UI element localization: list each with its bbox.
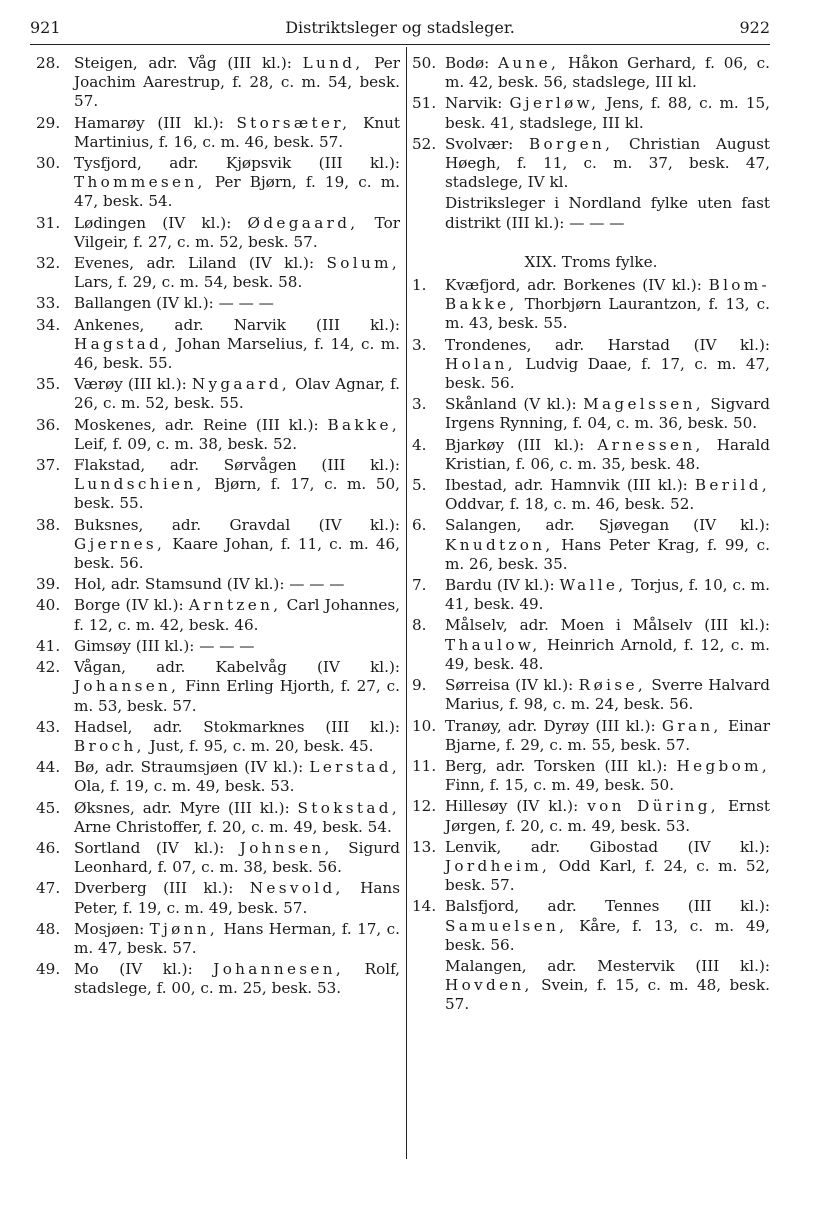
entry-text — [445, 436, 770, 474]
troms-entries — [412, 276, 770, 1015]
entry-district: Øksnes, adr. Myre (III kl.): — [74, 798, 298, 817]
entry-text — [74, 920, 400, 958]
entry-text — [445, 94, 770, 132]
entry-surname: Tjønn, — [149, 919, 219, 938]
list-item — [36, 920, 400, 958]
entry-district: Bodø: — [445, 54, 499, 72]
entry-surname: Lundschien, — [74, 475, 205, 494]
entry-surname: Lund, — [302, 54, 364, 72]
entry-text — [445, 957, 770, 1015]
entry-district: Buksnes, adr. Gravdal (IV kl.): — [74, 515, 400, 534]
entry-district: Svolvær: — [445, 134, 529, 153]
entry-details: Christian August Høegh, f. 11, c. m. 37, besk. 47, stadslege, IV kl. — [445, 134, 771, 192]
entry-details: Kaare Johan, f. 11, c. m. 46, besk. 56. — [74, 534, 400, 573]
entry-number: 42. — [36, 658, 61, 677]
entry-text — [74, 596, 400, 634]
entry-number: 14. — [412, 897, 437, 916]
entry-district: Skånland (V kl.): — [445, 395, 584, 414]
page-header — [30, 18, 770, 45]
entry-details: Hans Herman, f. 17, c. m. 47, besk. 57. — [74, 919, 401, 957]
entry-district: Dverberg (III kl.): — [74, 879, 250, 898]
entry-text — [445, 797, 770, 835]
entry-surname: Thaulow, — [445, 635, 541, 654]
entry-number: 41. — [36, 636, 61, 655]
entry-district: Bjarkøy (III kl.): — [445, 435, 598, 454]
entry-number: 5. — [412, 476, 427, 495]
entry-details: Svein, f. 15, c. m. 48, besk. 57. — [445, 976, 770, 1014]
entry-text — [74, 375, 400, 413]
entry-surname: Gjernes, — [74, 534, 166, 553]
entry-text — [445, 616, 770, 674]
list-item — [36, 575, 400, 594]
page-number-left: 921 — [30, 18, 61, 37]
entry-text — [445, 897, 770, 955]
entry-surname: Berild, — [694, 476, 770, 495]
entry-number: 36. — [36, 415, 61, 434]
page-number-right: 922 — [739, 18, 770, 37]
entry-text — [445, 135, 770, 193]
entry-surname: Johansen, — [74, 677, 180, 696]
entry-surname: Johnsen, — [239, 838, 333, 857]
entry-surname: Stokstad, — [297, 798, 400, 817]
list-item — [36, 960, 400, 998]
entry-details: Tor Vilgeir, f. 27, c. m. 52, besk. 57. — [74, 213, 400, 251]
list-item — [36, 596, 400, 634]
entry-district: Mosjøen: — [74, 919, 150, 938]
page-title: Distriktsleger og stadsleger. — [285, 18, 515, 37]
entry-district: Mo (IV kl.): — [74, 960, 214, 979]
list-item — [412, 94, 770, 132]
entry-district: Hamarøy (III kl.): — [74, 113, 237, 132]
list-item — [36, 154, 400, 212]
entry-text — [74, 758, 400, 796]
entry-details: Finn Erling Hjorth, f. 27, c. m. 53, besk. 57. — [74, 677, 400, 715]
entry-text — [445, 516, 770, 574]
entry-district: Flakstad, adr. Sørvågen (III kl.): — [74, 456, 400, 475]
entry-surname: Johannesen, — [213, 960, 345, 979]
list-item — [412, 336, 770, 394]
list-item — [412, 276, 770, 334]
list-item — [36, 214, 400, 252]
entry-text — [445, 757, 770, 795]
entry-details: Odd Karl, f. 24, c. m. 52, besk. 57. — [445, 856, 770, 895]
list-item — [36, 879, 400, 917]
entry-text — [445, 838, 770, 896]
entry-number: 8. — [412, 616, 427, 635]
entry-details: Hans Peter Krag, f. 99, c. m. 26, besk. 35. — [445, 535, 770, 573]
entry-details: Carl Johannes, f. 12, c. m. 42, besk. 46. — [74, 596, 400, 634]
entry-text — [74, 575, 400, 594]
entry-number: 44. — [36, 758, 61, 777]
list-item — [412, 676, 770, 714]
entry-number: 3. — [412, 395, 427, 414]
entry-text — [74, 960, 400, 998]
entry-details: Just, f. 95, c. m. 20, besk. 45. — [144, 736, 374, 755]
entry-text — [74, 718, 400, 756]
entry-text — [74, 799, 400, 837]
entry-surname: Walle, — [559, 576, 627, 595]
entry-surname: Gjerløw, — [509, 94, 600, 113]
entry-number: 47. — [36, 879, 61, 898]
entry-number: 33. — [36, 294, 61, 313]
list-item — [36, 799, 400, 837]
entry-text — [74, 416, 400, 454]
entry-text — [74, 456, 400, 514]
entry-details: Harald Kristian, f. 06, c. m. 35, besk. 48. — [445, 435, 770, 473]
entry-surname: Nesvold, — [249, 879, 344, 898]
entry-number: 1. — [412, 276, 427, 295]
entry-details: Heinrich Arnold, f. 12, c. m. 49, besk. 48. — [445, 635, 770, 673]
section-title: XIX. Troms fylke. — [524, 252, 658, 271]
entry-details: Ola, f. 19, c. m. 49, besk. 53. — [74, 777, 295, 796]
entry-text — [74, 54, 400, 112]
entry-district: Ankenes, adr. Narvik (III kl.): — [74, 315, 400, 334]
entry-number: 50. — [412, 54, 437, 72]
entry-surname: Borgen, — [528, 134, 614, 153]
entry-details: Per Joachim Aarestrup, f. 28, c. m. 54, besk. 57. — [74, 54, 400, 111]
entry-details: Thorbjørn Laurantzon, f. 13, c. m. 43, besk. 55. — [445, 295, 770, 333]
entry-text — [74, 637, 400, 656]
entry-text — [74, 294, 400, 313]
entry-number: 34. — [36, 315, 61, 334]
list-item — [36, 637, 400, 656]
entry-details: Knut Martinius, f. 16, c. m. 46, besk. 57. — [74, 113, 400, 151]
list-item — [412, 717, 770, 755]
list-item — [412, 616, 770, 674]
entry-details: Olav Agnar, f. 26, c. m. 52, besk. 55. — [74, 375, 400, 413]
entry-details: Leif, f. 09, c. m. 38, besk. 52. — [74, 434, 298, 453]
list-item — [36, 254, 400, 292]
entry-text — [445, 54, 770, 92]
entry-text — [445, 194, 770, 232]
entry-surname: Broch, — [74, 736, 145, 755]
entry-text — [74, 214, 400, 252]
entry-surname: Ødegaard, — [247, 213, 359, 232]
entry-number: 31. — [36, 213, 61, 232]
entry-details: Arne Christoffer, f. 20, c. m. 49, besk. 54. — [74, 817, 392, 836]
entry-surname: Bakke, — [327, 415, 400, 434]
entry-district: Steigen, adr. Våg (III kl.): — [74, 54, 303, 72]
entry-surname: Samuelsen, — [445, 916, 568, 935]
entry-details: Oddvar, f. 18, c. m. 46, besk. 52. — [445, 495, 695, 514]
entry-details: Hans Peter, f. 19, c. m. 49, besk. 57. — [74, 879, 400, 917]
entry-surname: Blom-Bakke, — [445, 276, 770, 314]
list-item — [412, 516, 770, 574]
right-column — [412, 54, 770, 1017]
entry-text — [445, 476, 770, 514]
entry-number: 51. — [412, 94, 437, 113]
entry-surname: von Düring, — [587, 797, 719, 816]
entry-surname: Gran, — [661, 716, 722, 735]
entry-details: Ludvig Daae, f. 17, c. m. 47, besk. 56. — [445, 354, 770, 393]
list-item — [412, 395, 770, 433]
entry-district: Vågan, adr. Kabelvåg (IV kl.): — [74, 658, 400, 677]
entry-number: 9. — [412, 676, 427, 695]
entry-text — [74, 879, 400, 917]
entry-district: Malangen, adr. Mestervik (III kl.): — [445, 956, 770, 975]
entry-number: 35. — [36, 375, 61, 394]
entry-surname: Hovden, — [445, 976, 533, 995]
entry-district: Hillesøy (IV kl.): — [445, 797, 588, 816]
entry-surname: Arntzen, — [188, 596, 282, 615]
entry-details: Kåre, f. 13, c. m. 49, besk. 56. — [445, 916, 770, 954]
entry-number: 12. — [412, 797, 437, 816]
entry-details: Håkon Gerhard, f. 06, c. m. 42, besk. 56, stadslege, III kl. — [445, 54, 770, 92]
list-item — [412, 194, 770, 232]
entry-text — [74, 254, 400, 292]
list-item — [412, 957, 770, 1015]
entry-number: 45. — [36, 798, 61, 817]
entry-surname: Knudtzon, — [445, 535, 554, 554]
entry-details: Rolf, stadslege, f. 00, c. m. 25, besk. 53. — [74, 960, 400, 998]
entry-district: Berg, adr. Torsken (III kl.): — [445, 756, 677, 775]
column-divider — [406, 47, 407, 1159]
entry-details: Einar Bjarne, f. 29, c. m. 55, besk. 57. — [445, 716, 770, 754]
entry-number: 46. — [36, 838, 61, 857]
list-item — [36, 316, 400, 374]
entry-district: Lenvik, adr. Gibostad (IV kl.): — [445, 837, 770, 856]
entry-district: Bø, adr. Straumsjøen (IV kl.): — [74, 758, 310, 777]
entry-district: Sortland (IV kl.): — [74, 838, 240, 857]
list-item — [36, 839, 400, 877]
entry-details: Jens, f. 88, c. m. 15, besk. 41, stadslege, III kl. — [445, 94, 770, 132]
list-item — [36, 416, 400, 454]
left-column — [36, 54, 400, 1001]
entry-details: Johan Marselius, f. 14, c. m. 46, besk. 55. — [74, 334, 400, 373]
list-item — [412, 897, 770, 955]
entry-details: Finn, f. 15, c. m. 49, besk. 50. — [445, 776, 675, 795]
entry-district: Distriksleger i Nordland fylke uten fast distrikt (III kl.): — — — — [445, 194, 770, 232]
list-item — [36, 375, 400, 413]
entry-district: Evenes, adr. Liland (IV kl.): — [74, 254, 327, 273]
entry-text — [445, 717, 770, 755]
list-item — [36, 658, 400, 716]
list-item — [36, 294, 400, 313]
entry-district: Gimsøy (III kl.): — — — — [74, 636, 255, 655]
entry-number: 13. — [412, 837, 437, 856]
entry-number: 52. — [412, 134, 437, 153]
list-item — [412, 436, 770, 474]
entry-surname: Solum, — [326, 254, 400, 273]
entry-number: 10. — [412, 716, 437, 735]
list-item — [36, 758, 400, 796]
entry-surname: Aune, — [498, 54, 560, 72]
entry-details: Sigvard Irgens Rynning, f. 04, c. m. 36, besk. 50. — [445, 395, 770, 433]
entry-text — [74, 658, 400, 716]
entry-number: 30. — [36, 154, 61, 173]
entry-number: 40. — [36, 596, 61, 615]
entry-district: Kvæfjord, adr. Borkenes (IV kl.): — [445, 276, 709, 295]
entry-number: 37. — [36, 456, 61, 475]
entry-district: Tranøy, adr. Dyrøy (III kl.): — [445, 716, 662, 735]
entry-district: Borge (IV kl.): — [74, 596, 189, 615]
entry-surname: Magelssen, — [583, 395, 704, 414]
entry-number: 29. — [36, 113, 61, 132]
entry-surname: Hagstad, — [74, 334, 171, 353]
list-item — [412, 838, 770, 896]
entry-text — [445, 336, 770, 394]
entry-text — [445, 576, 770, 614]
entry-district: Trondenes, adr. Harstad (IV kl.): — [445, 335, 770, 354]
entry-number: 28. — [36, 54, 61, 72]
entry-number: 32. — [36, 254, 61, 273]
entry-district: Hol, adr. Stamsund (IV kl.): — — — — [74, 575, 345, 594]
list-item — [412, 757, 770, 795]
entry-text — [445, 395, 770, 433]
entry-number: 38. — [36, 515, 61, 534]
list-item — [36, 114, 400, 152]
entry-number: 7. — [412, 576, 427, 595]
list-item — [412, 54, 770, 92]
list-item — [412, 797, 770, 835]
entry-details: Sigurd Leonhard, f. 07, c. m. 38, besk. 56. — [74, 838, 401, 877]
entry-district: Lødingen (IV kl.): — [74, 213, 248, 232]
entry-district: Tysfjord, adr. Kjøpsvik (III kl.): — [74, 154, 400, 173]
entry-number: 6. — [412, 516, 427, 535]
entry-details: Sverre Halvard Marius, f. 98, c. m. 24, besk. 56. — [445, 676, 770, 714]
entry-surname: Røise, — [578, 676, 647, 695]
entry-details: Per Bjørn, f. 19, c. m. 47, besk. 54. — [74, 173, 400, 211]
entry-surname: Storsæter, — [236, 113, 351, 132]
entry-text — [74, 114, 400, 152]
list-item — [412, 576, 770, 614]
entry-district: Ibestad, adr. Hamnvik (III kl.): — [445, 476, 695, 495]
entry-text — [74, 154, 400, 212]
list-item — [412, 135, 770, 193]
entry-district: Narvik: — [445, 94, 510, 113]
entry-number: 39. — [36, 575, 61, 594]
entry-details: Torjus, f. 10, c. m. 41, besk. 49. — [445, 576, 770, 614]
entry-details: Ernst Jørgen, f. 20, c. m. 49, besk. 53. — [445, 797, 770, 835]
entry-district: Moskenes, adr. Reine (III kl.): — [74, 415, 328, 434]
entry-surname: Nygaard, — [191, 375, 291, 394]
entry-text — [445, 676, 770, 714]
list-item — [36, 516, 400, 574]
entry-district: Hadsel, adr. Stokmarknes (III kl.): — [74, 717, 400, 736]
nordland-entries — [412, 54, 770, 233]
list-item — [412, 476, 770, 514]
entry-district: Værøy (III kl.): — [74, 375, 192, 394]
entry-number: 11. — [412, 756, 437, 775]
entry-surname: Thommesen, — [74, 173, 206, 192]
entry-surname: Holan, — [445, 354, 516, 373]
list-item — [36, 456, 400, 514]
entry-district: Salangen, adr. Sjøvegan (IV kl.): — [445, 516, 770, 535]
entry-text — [445, 276, 770, 334]
entry-details: Bjørn, f. 17, c. m. 50, besk. 55. — [74, 475, 400, 513]
entry-surname: Hegbom, — [676, 756, 770, 775]
entry-district: Ballangen (IV kl.): — — — — [74, 294, 274, 313]
entry-number: 43. — [36, 717, 61, 736]
entry-details: Lars, f. 29, c. m. 54, besk. 58. — [74, 273, 303, 292]
entry-text — [74, 839, 400, 877]
entry-number: 48. — [36, 919, 61, 938]
entry-number: 3. — [412, 335, 427, 354]
entry-text — [74, 316, 400, 374]
entry-surname: Jordheim, — [445, 856, 551, 875]
list-item — [36, 718, 400, 756]
entry-district: Balsfjord, adr. Tennes (III kl.): — [445, 897, 770, 916]
entry-surname: Lerstad, — [309, 758, 400, 777]
entry-text — [74, 516, 400, 574]
entry-district: Sørreisa (IV kl.): — [445, 676, 579, 695]
entry-district: Målselv, adr. Moen i Målselv (III kl.): — [445, 616, 770, 635]
entry-number: 49. — [36, 960, 61, 979]
entry-district: Bardu (IV kl.): — [445, 576, 560, 595]
list-item — [36, 54, 400, 112]
entry-surname: Arnessen, — [597, 435, 704, 454]
entry-number: 4. — [412, 435, 427, 454]
